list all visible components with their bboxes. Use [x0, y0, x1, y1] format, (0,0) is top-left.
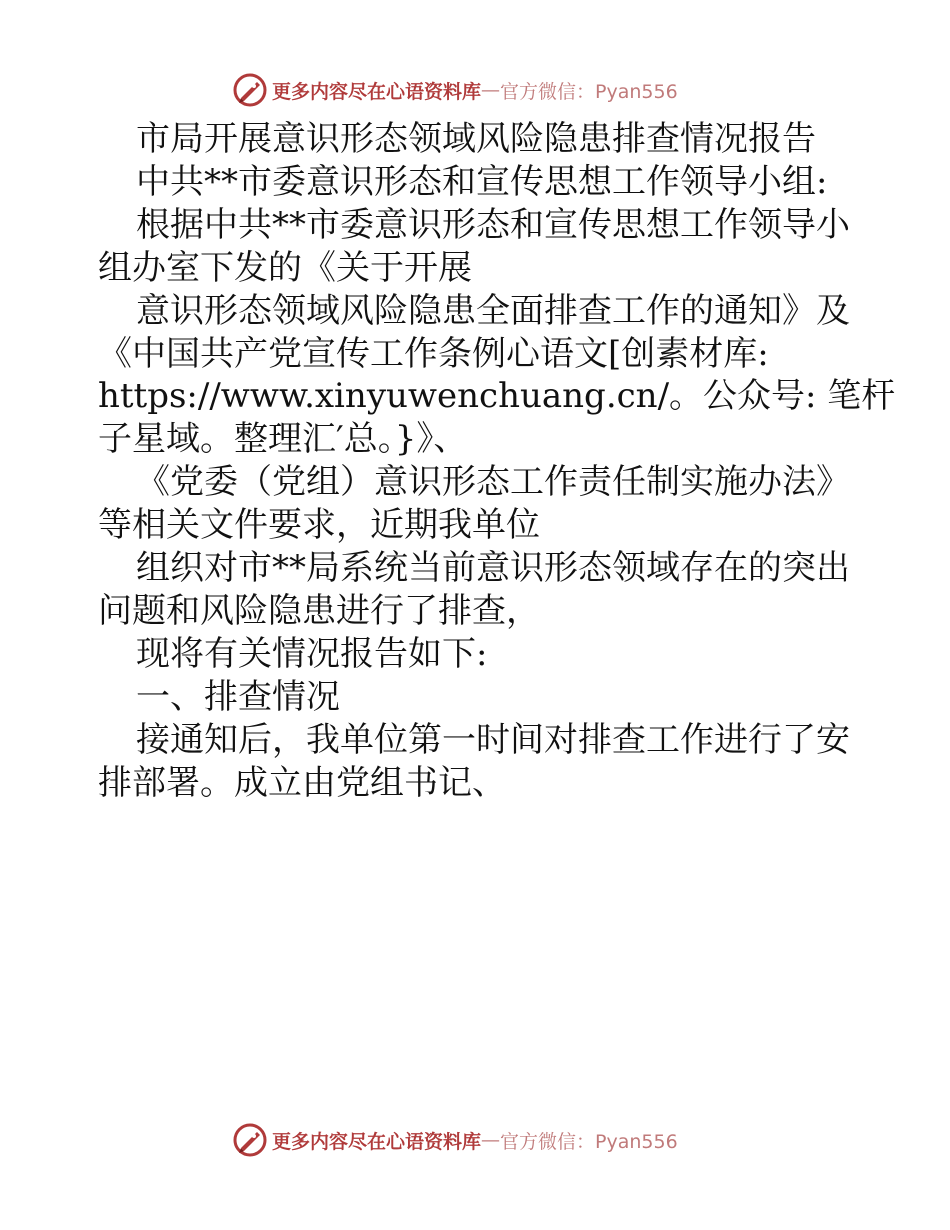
paragraph-line: 中共**市委意识形态和宣传思想工作领导小组: [136, 161, 828, 202]
paragraph-line: 等相关文件要求，近期我单位 [98, 505, 540, 546]
paragraph-line: 意识形态领域风险隐患全面排查工作的通知》及 [136, 290, 850, 331]
paragraph-line: 接通知后，我单位第一时间对排查工作进行了安 [136, 719, 850, 760]
paragraph-line: https://www.xinyuwenchuang.cn/。公众号: 笔杆 [98, 376, 896, 417]
quill-logo-icon [232, 72, 268, 108]
paragraph-line: 《党委（党组）意识形态工作责任制实施办法》 [136, 462, 850, 503]
paragraph-line: 组织对市**局系统当前意识形态领域存在的突出 [136, 548, 850, 589]
header-banner [232, 70, 678, 110]
section-heading: 一、排查情况 [136, 676, 340, 717]
footer-site-text: 更多内容尽在心语资料库 [272, 1130, 482, 1153]
paragraph-line: 子星域。整理汇′总。}》、 [98, 419, 468, 460]
document-body [98, 118, 896, 805]
paragraph-line: 现将有关情况报告如下: [136, 633, 488, 674]
footer-banner [232, 1120, 678, 1160]
document-title: 市局开展意识形态领域风险隐患排查情况报告 [136, 119, 816, 159]
footer-wechat-text: 官方微信：Pyan556 [500, 1130, 678, 1153]
header-wechat-text: 官方微信：Pyan556 [500, 80, 678, 103]
footer-separator: — [481, 1129, 501, 1151]
paragraph-line: 组办室下发的《关于开展 [98, 247, 472, 288]
header-site-text: 更多内容尽在心语资料库 [272, 80, 482, 103]
quill-logo-icon [232, 1122, 268, 1158]
paragraph-line: 《中国共产党宣传工作条例心语文[创素材库: [98, 333, 769, 374]
paragraph-line: 排部署。成立由党组书记、 [98, 762, 506, 803]
paragraph-line: 问题和风险隐患进行了排查， [98, 590, 540, 631]
header-separator: — [481, 79, 501, 101]
paragraph-line: 根据中共**市委意识形态和宣传思想工作领导小 [136, 204, 850, 245]
